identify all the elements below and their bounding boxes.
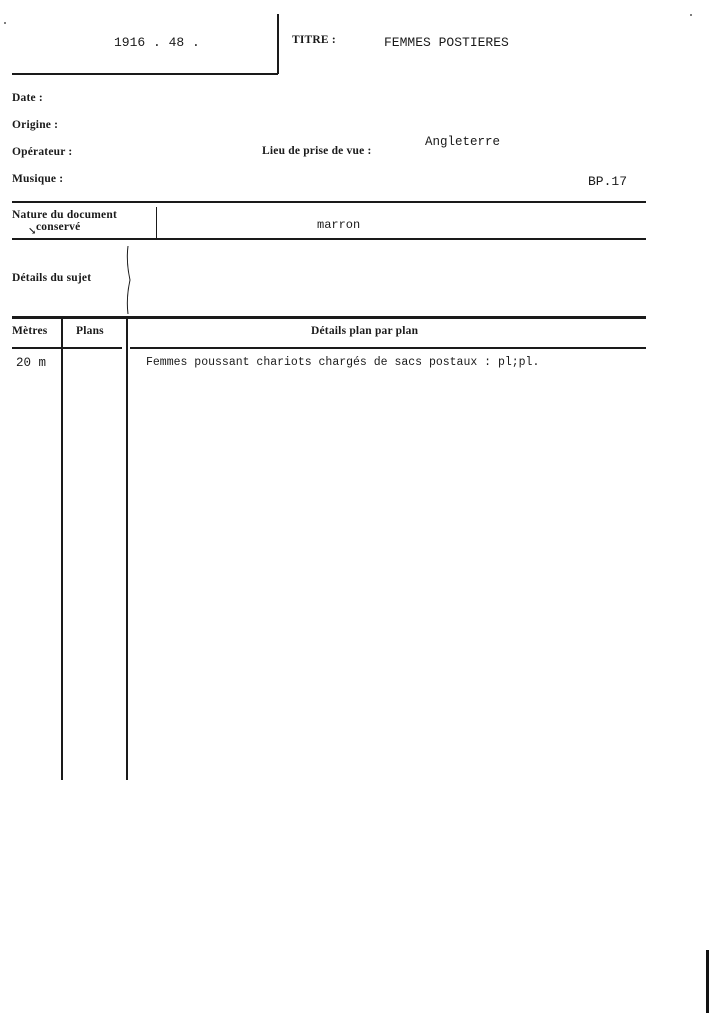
scan-speck xyxy=(690,14,692,16)
col-divider-2 xyxy=(126,319,128,780)
page-edge xyxy=(706,950,709,1013)
musique-label: Musique : xyxy=(12,173,64,185)
col-header-details: Détails plan par plan xyxy=(311,325,419,337)
nature-bottom-rule xyxy=(12,238,646,240)
nature-top-rule xyxy=(12,201,646,203)
reference-number: 1916 . 48 . xyxy=(114,35,200,50)
title-value: FEMMES POSTIERES xyxy=(384,35,509,50)
document-code: BP.17 xyxy=(588,174,628,189)
title-label: TITRE : xyxy=(292,34,336,46)
operateur-label: Opérateur : xyxy=(12,146,73,158)
lieu-value: Angleterre xyxy=(425,135,501,149)
nature-label-line2: conservé xyxy=(36,221,81,233)
header-bottom-rule xyxy=(12,73,278,75)
tick-mark-icon: ↘ xyxy=(28,226,37,237)
row-details: Femmes poussant chariots chargés de sacs postaux : pl;pl. xyxy=(146,356,540,369)
header-divider xyxy=(277,14,279,74)
table-header-rule-right xyxy=(130,347,646,349)
details-sujet-brace xyxy=(122,244,136,316)
date-label: Date : xyxy=(12,92,43,104)
col-divider-1 xyxy=(61,319,63,780)
details-sujet-label: Détails du sujet xyxy=(12,272,92,284)
nature-value: marron xyxy=(317,218,361,232)
origine-label: Origine : xyxy=(12,119,59,131)
nature-divider xyxy=(156,207,157,238)
col-header-plans: Plans xyxy=(76,325,104,337)
scan-speck xyxy=(4,22,6,24)
table-header-rule-left xyxy=(12,347,122,349)
table-top-rule xyxy=(12,316,646,319)
nature-label-line1: Nature du document xyxy=(12,209,117,221)
row-metres: 20 m xyxy=(16,356,47,370)
lieu-label: Lieu de prise de vue : xyxy=(262,145,372,157)
col-header-metres: Mètres xyxy=(12,325,48,337)
